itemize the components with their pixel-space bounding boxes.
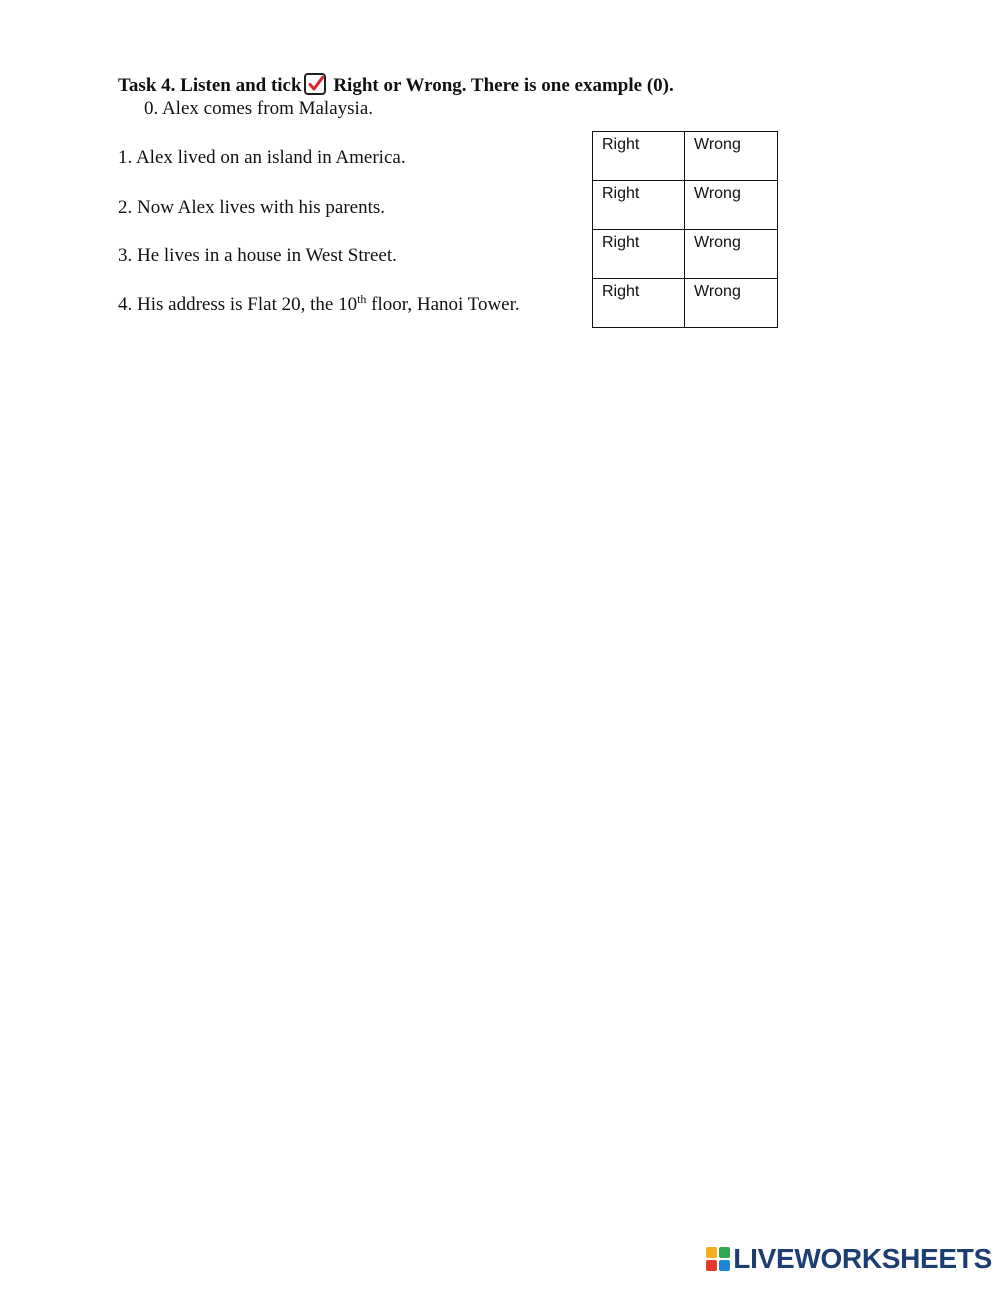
task-title — [118, 73, 674, 99]
right-option[interactable]: Right — [593, 279, 685, 328]
right-option[interactable]: Right — [593, 181, 685, 230]
task-title-end: Right or Wrong. There is one example (0). — [328, 75, 674, 96]
answer-row — [593, 279, 778, 328]
wrong-option[interactable]: Wrong — [685, 181, 778, 230]
question-4-start: 4. His address is Flat 20, the 10 — [118, 294, 358, 315]
question-4-end: floor, Hanoi Tower. — [366, 294, 520, 315]
example-sentence: 0. Alex comes from Malaysia. — [144, 98, 374, 119]
right-option[interactable]: Right — [593, 132, 685, 181]
question-4 — [118, 293, 520, 317]
answer-row — [593, 181, 778, 230]
logo-text: LIVEWORKSHEETS — [733, 1243, 992, 1274]
wrong-option[interactable]: Wrong — [685, 279, 778, 328]
liveworksheets-logo — [706, 1243, 992, 1275]
answer-row — [593, 132, 778, 181]
question-1: 1. Alex lived on an island in America. — [118, 147, 406, 168]
logo-mark-icon — [706, 1247, 730, 1271]
wrong-option[interactable]: Wrong — [685, 230, 778, 279]
wrong-option[interactable]: Wrong — [685, 132, 778, 181]
answer-row — [593, 230, 778, 279]
tick-icon — [304, 73, 326, 95]
question-2: 2. Now Alex lives with his parents. — [118, 197, 386, 218]
task-title-start: Task 4. Listen and tick — [118, 75, 302, 96]
right-option[interactable]: Right — [593, 230, 685, 279]
ordinal-suffix: th — [357, 292, 367, 306]
answer-table — [592, 131, 778, 328]
question-3: 3. He lives in a house in West Street. — [118, 245, 397, 266]
